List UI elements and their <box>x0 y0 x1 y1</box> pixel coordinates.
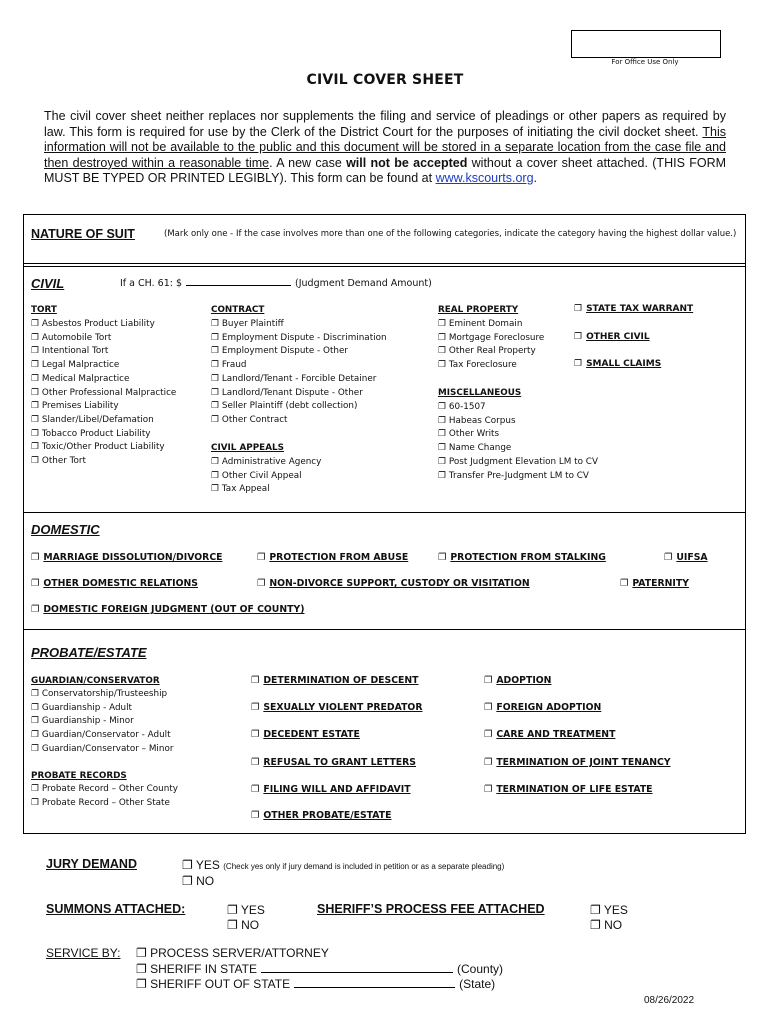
office-use-label: For Office Use Only <box>611 58 679 66</box>
guardian-option-label: Guardian/Conservator - Adult <box>41 730 171 741</box>
checkbox-icon[interactable]: ❐ <box>251 757 260 768</box>
miscellaneous-option-label: 60-1507 <box>448 402 486 412</box>
contract-option[interactable] <box>211 332 387 346</box>
checkbox-icon[interactable]: ❐ <box>211 319 219 329</box>
civil-heading: CIVIL <box>31 276 65 291</box>
checkbox-icon[interactable]: ❐ <box>251 702 260 713</box>
real-property-option-label: Mortgage Foreclosure <box>448 332 545 343</box>
protection-abuse-option[interactable] <box>257 552 408 563</box>
checkbox-icon[interactable]: ❐ <box>211 414 219 425</box>
civil-appeal-option-label: Tax Appeal <box>221 484 270 495</box>
divider-domestic <box>23 629 746 630</box>
probate-record-option-label: Probate Record – Other State <box>41 797 170 808</box>
checkbox-icon[interactable]: ❐ <box>182 858 193 872</box>
checkbox-icon[interactable]: ❐ <box>31 360 39 371</box>
real-property-option-label: Eminent Domain <box>448 319 523 329</box>
judgment-demand <box>120 278 432 289</box>
checkbox-icon[interactable]: ❐ <box>31 442 39 453</box>
checkbox-icon[interactable]: ❐ <box>251 729 260 740</box>
checkbox-icon[interactable]: ❐ <box>590 903 601 917</box>
miscellaneous-option-label: Habeas Corpus <box>448 415 516 426</box>
checkbox-icon[interactable]: ❐ <box>136 962 147 976</box>
tort-option[interactable] <box>31 345 176 359</box>
other-civil-option[interactable] <box>574 332 650 342</box>
tort-option-label: Intentional Tort <box>41 346 109 357</box>
checkbox-icon[interactable]: ❐ <box>31 373 39 384</box>
checkbox-icon[interactable]: ❐ <box>211 360 219 371</box>
sheriff-in-state-label: SHERIFF IN STATE <box>150 962 258 976</box>
intro-text-3: without a cover sheet attached. (THIS FORM MUST BE TYPED OR PRINTED LEGIBLY). This form can be found at <box>44 155 727 186</box>
contract-option-label: Employment Dispute - Other <box>221 346 349 357</box>
miscellaneous-option-label: Post Judgment Elevation LM to CV <box>448 456 598 467</box>
checkbox-icon[interactable]: ❐ <box>211 332 219 343</box>
probate-record-option[interactable] <box>31 797 178 811</box>
contract-option[interactable] <box>211 400 387 414</box>
checkbox-icon[interactable]: ❐ <box>251 675 260 686</box>
checkbox-icon[interactable]: ❐ <box>31 716 39 727</box>
summons-no-label: NO <box>241 918 260 932</box>
contract-option-label: Employment Dispute - Discrimination <box>221 332 387 343</box>
service-by-heading: SERVICE BY: <box>46 946 121 960</box>
checkbox-icon[interactable]: ❐ <box>31 730 39 741</box>
non-divorce-support-label: NON-DIVORCE SUPPORT, CUSTODY OR VISITATION <box>269 578 530 589</box>
contract-option-label: Landlord/Tenant Dispute - Other <box>221 387 363 398</box>
tort-option[interactable] <box>31 359 176 373</box>
checkbox-icon[interactable]: ❐ <box>136 946 147 960</box>
miscellaneous-option[interactable] <box>438 470 598 484</box>
checkbox-icon[interactable]: ❐ <box>211 401 219 412</box>
checkbox-icon[interactable]: ❐ <box>574 332 583 342</box>
checkbox-icon[interactable]: ❐ <box>438 456 446 467</box>
other-domestic-relations-option[interactable] <box>31 578 198 589</box>
miscellaneous-heading: MISCELLANEOUS <box>438 388 522 398</box>
contract-option-label: Buyer Plaintiff <box>221 319 284 329</box>
checkbox-icon[interactable]: ❐ <box>438 415 446 426</box>
probate-records-heading: PROBATE RECORDS <box>31 771 127 781</box>
checkbox-icon[interactable]: ❐ <box>251 810 260 821</box>
tort-list <box>31 318 176 469</box>
domestic-foreign-judgment-label: DOMESTIC FOREIGN JUDGMENT (OUT OF COUNTY) <box>43 604 305 615</box>
probate-record-option-label: Probate Record – Other County <box>41 784 178 794</box>
checkbox-icon[interactable]: ❐ <box>31 797 39 808</box>
protection-stalking-label: PROTECTION FROM STALKING <box>450 552 606 563</box>
paternity-label: PATERNITY <box>632 578 689 589</box>
checkbox-icon[interactable]: ❐ <box>484 675 493 686</box>
sheriff-out-state-option[interactable] <box>136 977 495 991</box>
checkbox-icon[interactable]: ❐ <box>227 918 238 932</box>
process-server-option[interactable] <box>136 946 329 960</box>
checkbox-icon[interactable]: ❐ <box>31 743 39 754</box>
guardian-option[interactable] <box>31 702 173 716</box>
real-property-option[interactable] <box>438 318 544 332</box>
summons-yes-option[interactable] <box>227 903 265 917</box>
marriage-dissolution-option[interactable] <box>31 552 223 563</box>
county-field[interactable] <box>261 971 453 973</box>
probate-heading: PROBATE/ESTATE <box>31 645 147 660</box>
contract-option[interactable] <box>211 318 387 332</box>
checkbox-icon[interactable]: ❐ <box>438 470 446 481</box>
contract-heading: CONTRACT <box>211 305 265 315</box>
checkbox-icon[interactable]: ❐ <box>438 346 446 357</box>
contract-option-label: Seller Plaintiff (debt collection) <box>221 401 358 412</box>
determination-descent-option[interactable] <box>251 675 419 686</box>
termination-joint-tenancy-label: TERMINATION OF JOINT TENANCY <box>496 757 671 768</box>
checkbox-icon[interactable]: ❐ <box>31 604 40 615</box>
intro-text-4: . <box>533 171 538 186</box>
foreign-adoption-option[interactable] <box>484 702 601 713</box>
tort-option[interactable] <box>31 318 176 332</box>
decedent-estate-label: DECEDENT ESTATE <box>263 729 360 740</box>
other-civil-label: OTHER CIVIL <box>586 332 650 342</box>
civil-appeal-option-label: Other Civil Appeal <box>221 470 302 481</box>
probate-record-option[interactable] <box>31 783 178 797</box>
termination-life-estate-label: TERMINATION OF LIFE ESTATE <box>496 784 653 795</box>
summons-yes-label: YES <box>240 903 265 917</box>
civil-appeal-option-label: Administrative Agency <box>221 457 322 467</box>
civil-appeal-option[interactable] <box>211 456 321 470</box>
checkbox-icon[interactable]: ❐ <box>182 874 193 888</box>
jury-demand-heading: JURY DEMAND <box>46 857 137 871</box>
guardian-conservator-list <box>31 688 173 757</box>
checkbox-icon[interactable]: ❐ <box>136 977 147 991</box>
real-property-option-label: Other Real Property <box>448 346 536 357</box>
county-label: (County) <box>457 962 504 976</box>
adoption-option[interactable] <box>484 675 551 686</box>
other-domestic-relations-label: OTHER DOMESTIC RELATIONS <box>43 578 198 589</box>
guardian-option[interactable] <box>31 688 173 702</box>
jury-yes-note: (Check yes only if jury demand is included in petition or as a separate pleading) <box>223 862 505 871</box>
miscellaneous-option[interactable] <box>438 428 598 442</box>
contract-option[interactable] <box>211 359 387 373</box>
refusal-grant-letters-label: REFUSAL TO GRANT LETTERS <box>263 757 417 768</box>
checkbox-icon[interactable]: ❐ <box>484 757 493 768</box>
checkbox-icon[interactable]: ❐ <box>31 332 39 343</box>
foreign-adoption-label: FOREIGN ADOPTION <box>496 702 602 713</box>
civil-appeal-option[interactable] <box>211 483 321 497</box>
checkbox-icon[interactable]: ❐ <box>257 578 266 589</box>
sexually-violent-predator-option[interactable] <box>251 702 423 713</box>
checkbox-icon[interactable]: ❐ <box>574 304 583 314</box>
checkbox-icon[interactable]: ❐ <box>590 918 601 932</box>
sheriff-fee-no-label: NO <box>604 918 623 932</box>
intro-text-2: . A new case <box>269 155 347 170</box>
tort-option[interactable] <box>31 414 176 428</box>
miscellaneous-option[interactable] <box>438 456 598 470</box>
adoption-label: ADOPTION <box>496 675 552 686</box>
tort-option-label: Asbestos Product Liability <box>41 319 155 329</box>
guardian-option[interactable] <box>31 729 173 743</box>
other-probate-option[interactable] <box>251 810 391 821</box>
checkbox-icon[interactable]: ❐ <box>664 552 673 563</box>
tort-option-label: Slander/Libel/Defamation <box>41 414 154 425</box>
intro-bold-warning: will not be accepted <box>346 155 468 170</box>
checkbox-icon[interactable]: ❐ <box>211 484 219 495</box>
miscellaneous-option[interactable] <box>438 442 598 456</box>
tort-option-label: Tobacco Product Liability <box>41 428 151 439</box>
checkbox-icon[interactable]: ❐ <box>31 401 39 412</box>
contract-option[interactable] <box>211 387 387 401</box>
checkbox-icon[interactable]: ❐ <box>31 346 39 357</box>
sheriff-in-state-option[interactable] <box>136 962 503 976</box>
domestic-heading: DOMESTIC <box>31 522 100 537</box>
tort-option-label: Other Professional Malpractice <box>41 387 177 398</box>
checkbox-icon[interactable]: ❐ <box>251 784 260 795</box>
civil-appeal-option[interactable] <box>211 470 321 484</box>
intro-text-1: The civil cover sheet neither replaces nor supplements the filing and service of pleadings or other papers as required by law. This form is required for use by the Clerk of the District Court for the purposes of initiating the civil docket sheet. <box>44 109 726 139</box>
real-property-option[interactable] <box>438 359 544 373</box>
checkbox-icon[interactable]: ❐ <box>438 332 446 343</box>
state-tax-warrant-label: STATE TAX WARRANT <box>586 304 694 314</box>
protection-abuse-label: PROTECTION FROM ABUSE <box>269 552 409 563</box>
divider-civil <box>23 512 746 513</box>
determination-descent-label: DETERMINATION OF DESCENT <box>263 675 419 686</box>
checkbox-icon[interactable]: ❐ <box>438 402 446 412</box>
intro-paragraph <box>44 109 726 187</box>
checkbox-icon[interactable]: ❐ <box>211 373 219 384</box>
miscellaneous-option-label: Transfer Pre-Judgment LM to CV <box>448 470 589 481</box>
checkbox-icon[interactable]: ❐ <box>31 552 40 563</box>
tort-option[interactable] <box>31 441 176 455</box>
other-probate-label: OTHER PROBATE/ESTATE <box>263 810 392 821</box>
small-claims-option[interactable] <box>574 359 661 369</box>
summons-no-option[interactable] <box>227 918 259 932</box>
page-title: CIVIL COVER SHEET <box>306 72 464 88</box>
uifsa-label: UIFSA <box>676 552 708 563</box>
miscellaneous-option-label: Name Change <box>448 443 512 454</box>
summons-attached-heading: SUMMONS ATTACHED: <box>46 902 186 916</box>
guardian-option-label: Guardianship - Adult <box>41 702 132 713</box>
miscellaneous-option[interactable] <box>438 401 598 415</box>
checkbox-icon[interactable]: ❐ <box>620 578 629 589</box>
checkbox-icon[interactable]: ❐ <box>438 552 447 563</box>
divider-nature <box>23 263 746 267</box>
tort-option-label: Premises Liability <box>41 401 119 412</box>
real-property-heading: REAL PROPERTY <box>438 305 519 315</box>
checkbox-icon[interactable]: ❐ <box>211 457 219 467</box>
intro-privacy-notice: This information will not be available to the public and this document will be stored in a separate location from the case file and then destroyed within a reasonable time <box>44 124 726 170</box>
office-use-box[interactable] <box>571 30 721 58</box>
filing-will-option[interactable] <box>251 784 411 795</box>
tort-option-label: Automobile Tort <box>41 332 112 343</box>
guardian-option[interactable] <box>31 715 173 729</box>
checkbox-icon[interactable]: ❐ <box>211 470 219 481</box>
termination-joint-tenancy-option[interactable] <box>484 757 671 768</box>
checkbox-icon[interactable]: ❐ <box>31 689 39 699</box>
sheriff-fee-heading: SHERIFF’S PROCESS FEE ATTACHED <box>317 902 545 916</box>
real-property-option-label: Tax Foreclosure <box>448 360 517 371</box>
tort-option[interactable] <box>31 373 176 387</box>
sheriff-fee-yes-label: YES <box>603 903 628 917</box>
care-treatment-label: CARE AND TREATMENT <box>496 729 616 740</box>
tort-option[interactable] <box>31 428 176 442</box>
non-divorce-support-option[interactable] <box>257 578 530 589</box>
contract-option-label: Fraud <box>221 360 247 371</box>
contract-option[interactable] <box>211 345 387 359</box>
jury-yes-label: YES <box>195 858 220 872</box>
sheriff-fee-no-option[interactable] <box>590 918 622 932</box>
guardian-option[interactable] <box>31 743 173 757</box>
jury-no-label: NO <box>196 874 215 888</box>
marriage-dissolution-label: MARRIAGE DISSOLUTION/DIVORCE <box>43 552 223 563</box>
judgment-prefix: If a CH. 61: $ <box>120 278 183 289</box>
guardian-option-label: Guardian/Conservator – Minor <box>41 743 174 754</box>
judgment-amount-field[interactable] <box>186 284 291 286</box>
guardian-option-label: Conservatorship/Trusteeship <box>41 689 168 699</box>
tort-heading: TORT <box>31 305 57 315</box>
state-field[interactable] <box>294 986 455 988</box>
decedent-estate-option[interactable] <box>251 729 360 740</box>
contract-option[interactable] <box>211 373 387 387</box>
tort-option-label: Legal Malpractice <box>41 360 120 371</box>
checkbox-icon[interactable]: ❐ <box>31 578 40 589</box>
real-property-list <box>438 318 544 373</box>
checkbox-icon[interactable]: ❐ <box>211 387 219 398</box>
miscellaneous-option[interactable] <box>438 415 598 429</box>
care-treatment-option[interactable] <box>484 729 615 740</box>
checkbox-icon[interactable]: ❐ <box>227 903 238 917</box>
tort-option-label: Toxic/Other Product Liability <box>41 442 165 453</box>
checkbox-icon[interactable]: ❐ <box>574 359 583 369</box>
checkbox-icon[interactable]: ❐ <box>484 729 493 740</box>
sheriff-fee-yes-option[interactable] <box>590 903 628 917</box>
paternity-option[interactable] <box>620 578 689 589</box>
contract-option-label: Other Contract <box>221 414 288 425</box>
checkbox-icon[interactable]: ❐ <box>31 387 39 398</box>
domestic-foreign-judgment-option[interactable] <box>31 604 304 615</box>
state-tax-warrant-option[interactable] <box>574 304 693 314</box>
state-label: (State) <box>459 977 496 991</box>
refusal-grant-letters-option[interactable] <box>251 757 416 768</box>
nature-of-suit-heading: NATURE OF SUIT <box>31 227 135 241</box>
contract-list <box>211 318 387 428</box>
checkbox-icon[interactable]: ❐ <box>31 428 39 439</box>
probate-records-list <box>31 783 178 810</box>
protection-stalking-option[interactable] <box>438 552 606 563</box>
tort-option[interactable] <box>31 387 176 401</box>
kscourts-link[interactable]: www.kscourts.org <box>435 171 534 186</box>
checkbox-icon[interactable]: ❐ <box>438 319 446 329</box>
checkbox-icon[interactable]: ❐ <box>484 784 493 795</box>
nature-of-suit-note: (Mark only one - If the case involves more than one of the following categories, indicate the category having the highest dollar value.) <box>164 229 737 239</box>
filing-will-label: FILING WILL AND AFFIDAVIT <box>263 784 411 795</box>
jury-no-option[interactable] <box>182 874 214 888</box>
real-property-option[interactable] <box>438 345 544 359</box>
checkbox-icon[interactable]: ❐ <box>484 702 493 713</box>
judgment-suffix: (Judgment Demand Amount) <box>295 278 432 289</box>
tort-option[interactable] <box>31 332 176 346</box>
civil-appeals-list <box>211 456 321 497</box>
checkbox-icon[interactable]: ❐ <box>438 443 446 454</box>
checkbox-icon[interactable]: ❐ <box>438 360 446 371</box>
tort-option-label: Medical Malpractice <box>41 373 130 384</box>
tort-option[interactable] <box>31 400 176 414</box>
checkbox-icon[interactable]: ❐ <box>31 702 39 713</box>
checkbox-icon[interactable]: ❐ <box>257 552 266 563</box>
checkbox-icon[interactable]: ❐ <box>31 319 39 329</box>
sexually-violent-predator-label: SEXUALLY VIOLENT PREDATOR <box>263 702 423 713</box>
checkbox-icon[interactable]: ❐ <box>31 784 39 794</box>
process-server-label: PROCESS SERVER/ATTORNEY <box>150 946 329 960</box>
jury-yes-option[interactable] <box>182 858 504 872</box>
sheriff-out-state-label: SHERIFF OUT OF STATE <box>150 977 291 991</box>
termination-life-estate-option[interactable] <box>484 784 653 795</box>
form-date: 08/26/2022 <box>644 995 695 1006</box>
miscellaneous-list <box>438 401 598 483</box>
tort-option[interactable] <box>31 455 176 469</box>
uifsa-option[interactable] <box>664 552 708 563</box>
guardian-option-label: Guardianship - Minor <box>41 716 134 727</box>
checkbox-icon[interactable]: ❐ <box>438 429 446 440</box>
civil-appeals-heading: CIVIL APPEALS <box>211 443 284 453</box>
guardian-conservator-heading: GUARDIAN/CONSERVATOR <box>31 676 160 686</box>
real-property-option[interactable] <box>438 332 544 346</box>
checkbox-icon[interactable]: ❐ <box>31 414 39 425</box>
small-claims-label: SMALL CLAIMS <box>586 359 662 369</box>
contract-option[interactable] <box>211 414 387 428</box>
checkbox-icon[interactable]: ❐ <box>211 346 219 357</box>
checkbox-icon[interactable]: ❐ <box>31 456 39 467</box>
tort-option-label: Other Tort <box>41 456 86 467</box>
contract-option-label: Landlord/Tenant - Forcible Detainer <box>221 373 377 384</box>
miscellaneous-option-label: Other Writs <box>448 429 500 440</box>
